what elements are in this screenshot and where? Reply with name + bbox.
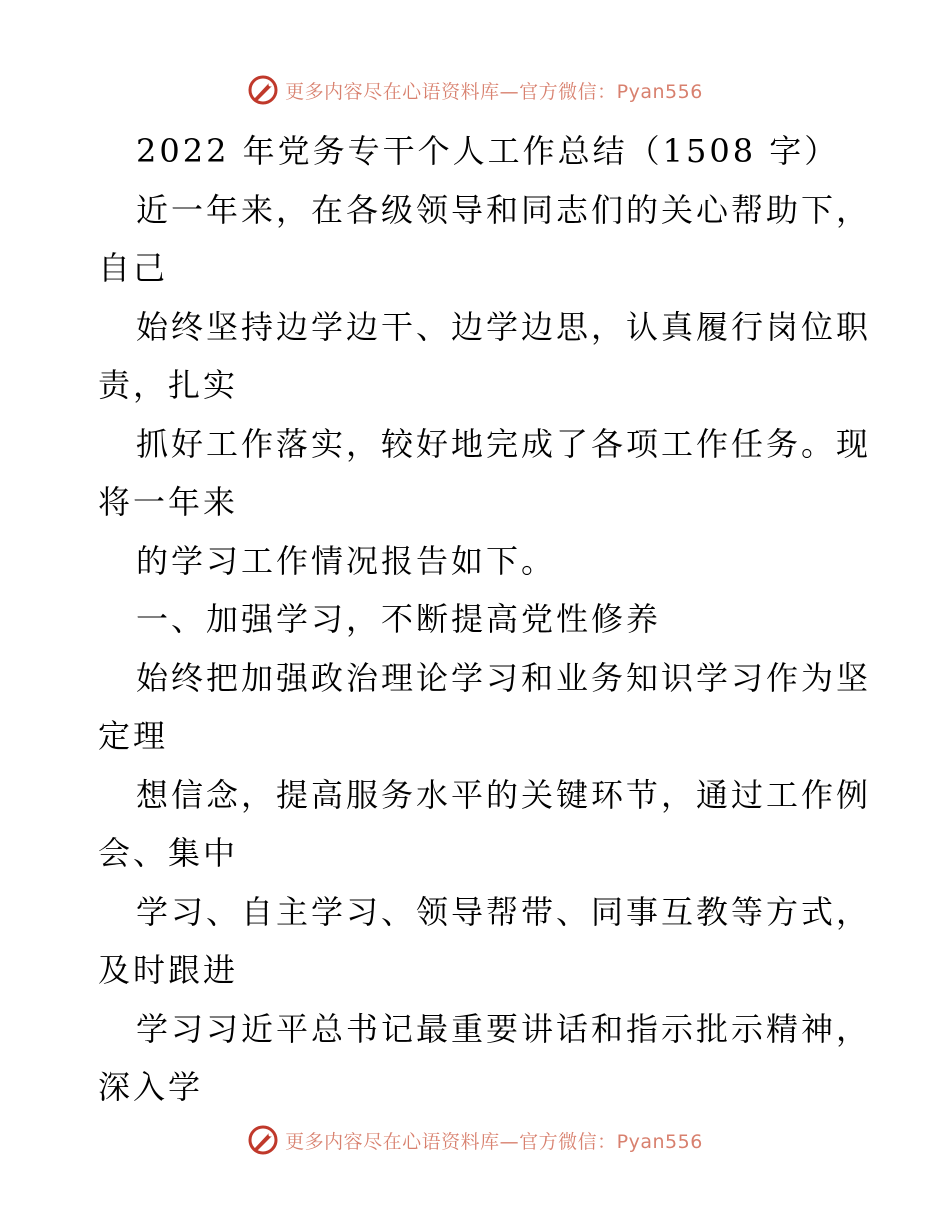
paragraph-line: 及时跟进 [98,951,239,989]
paragraph-line: 近一年来，在各级领导和同志们的关心帮助下， [136,190,872,229]
watermark-text: 更多内容尽在心语资料库—官方微信：Pyan556 [285,1130,703,1153]
paragraph-line: 自己 [98,249,169,287]
paragraph-line: 深入学 [98,1068,204,1106]
paragraph-line: 责，扎实 [98,366,239,404]
paragraph-line: 将一年来 [98,483,239,521]
watermark-text: 更多内容尽在心语资料库—官方微信：Pyan556 [285,80,703,103]
paragraph-line: 始终坚持边学边干、边学边思，认真履行岗位职 [136,307,872,346]
paragraph-line: 的学习工作情况报告如下。 [136,541,557,580]
paragraph-line: 抓好工作落实，较好地完成了各项工作任务。现 [136,424,872,463]
section-heading: 一、加强学习，不断提高党性修养 [136,600,662,638]
paragraph-line: 想信念，提高服务水平的关键环节，通过工作例 [136,775,872,814]
paragraph-line: 学习习近平总书记最重要讲话和指示批示精神， [136,1009,872,1048]
paragraph-line: 学习、自主学习、领导帮带、同事互教等方式， [136,892,872,931]
pen-logo-icon [247,74,279,106]
pen-logo-icon [247,1124,279,1156]
header-watermark [0,74,950,106]
paragraph-line: 定理 [98,717,169,755]
document-title: 2022 年党务专干个人工作总结（1508 字） [136,132,840,170]
footer-watermark [0,1124,950,1156]
paragraph-line: 会、集中 [98,834,239,872]
paragraph-line: 始终把加强政治理论学习和业务知识学习作为坚 [136,658,872,697]
document-body [98,122,872,1117]
